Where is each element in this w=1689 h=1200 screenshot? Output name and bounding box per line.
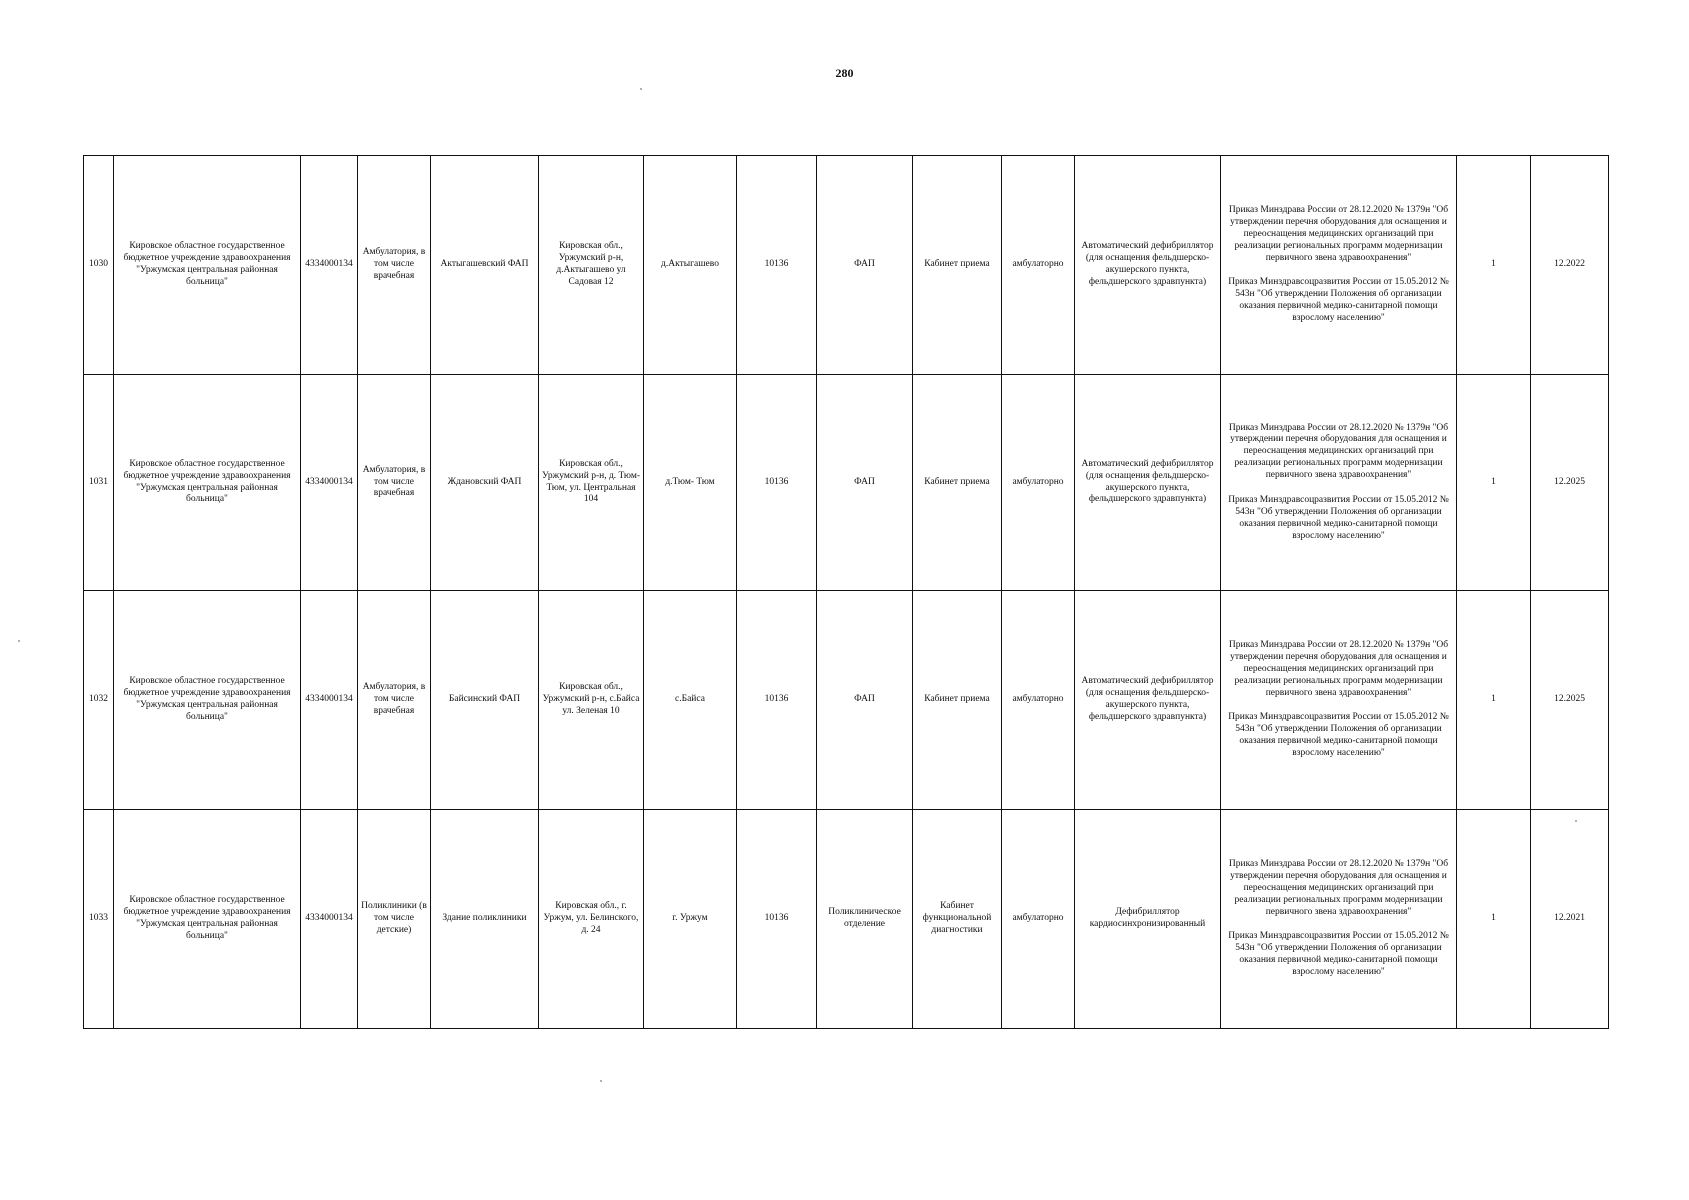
department-cell: ФАП: [817, 156, 913, 375]
quantity-cell: 1: [1457, 156, 1531, 375]
date-cell: 12.2025: [1531, 375, 1609, 591]
regulation-cell: [1221, 591, 1457, 810]
address-cell: Кировская обл., Уржумский р-н, д.Актыгашево ул Садовая 12: [539, 156, 644, 375]
institution-cell: Кировское областное государственное бюджетное учреждение здравоохранения "Уржумская центральная районная больница": [114, 591, 301, 810]
regulation-order-1379n: Приказ Минздрава России от 28.12.2020 № 1379н "Об утверждении перечня оборудования для оснащения и переоснащения медицинских организаций при реализации региональных программ модернизации первичного звена здравоохранения": [1228, 640, 1449, 698]
regulation-order-1379n: Приказ Минздрава России от 28.12.2020 № 1379н "Об утверждении перечня оборудования для оснащения и переоснащения медицинских организаций при реализации региональных программ модернизации первичного звена здравоохранения": [1228, 859, 1449, 917]
room-cell: Кабинет приема: [913, 591, 1002, 810]
settlement-cell: г. Уржум: [644, 810, 737, 1029]
page-number: 280: [835, 66, 854, 80]
code-cell: 10136: [737, 591, 817, 810]
regulation-cell: [1221, 810, 1457, 1029]
date-cell: 12.2025: [1531, 591, 1609, 810]
quantity-cell: 1: [1457, 591, 1531, 810]
quantity-cell: 1: [1457, 375, 1531, 591]
code-cell: 10136: [737, 375, 817, 591]
scan-speck: [640, 88, 642, 90]
table-row: [84, 156, 1609, 375]
regulation-order-543n: Приказ Минздравсоцразвития России от 15.05.2012 № 543н "Об утверждении Положения об организации оказания первичной медико-санитарной помощи взрослому населению": [1228, 277, 1449, 324]
regulation-order-1379n: Приказ Минздрава России от 28.12.2020 № 1379н "Об утверждении перечня оборудования для оснащения и переоснащения медицинских организаций при реализации региональных программ модернизации первичного звена здравоохранения": [1228, 422, 1449, 481]
regulation-cell: [1221, 375, 1457, 591]
facility-type-cell: Поликлиники (в том числе детские): [358, 810, 431, 1029]
facility-type-cell: Амбулатория, в том числе врачебная: [358, 375, 431, 591]
facility-type-cell: Амбулатория, в том числе врачебная: [358, 156, 431, 375]
row-number: 1032: [84, 591, 114, 810]
date-cell: 12.2022: [1531, 156, 1609, 375]
date-cell: 12.2021: [1531, 810, 1609, 1029]
condition-cell: амбулаторно: [1002, 810, 1075, 1029]
equipment-cell: Автоматический дефибриллятор (для оснащения фельдшерско-акушерского пункта, фельдшерского здравпункта): [1075, 375, 1221, 591]
settlement-cell: с.Байса: [644, 591, 737, 810]
facility-name-cell: Здание поликлиники: [431, 810, 539, 1029]
facility-name-cell: Ждановский ФАП: [431, 375, 539, 591]
scan-speck: [1575, 820, 1577, 822]
condition-cell: амбулаторно: [1002, 375, 1075, 591]
equipment-cell: Автоматический дефибриллятор (для оснащения фельдшерско-акушерского пункта, фельдшерского здравпункта): [1075, 591, 1221, 810]
code-cell: 10136: [737, 156, 817, 375]
inn-cell: 4334000134: [301, 375, 358, 591]
regulation-order-1379n: Приказ Минздрава России от 28.12.2020 № 1379н "Об утверждении перечня оборудования для оснащения и переоснащения медицинских организаций при реализации региональных программ модернизации первичного звена здравоохранения": [1228, 205, 1449, 263]
department-cell: ФАП: [817, 591, 913, 810]
institution-cell: Кировское областное государственное бюджетное учреждение здравоохранения "Уржумская центральная районная больница": [114, 810, 301, 1029]
department-cell: ФАП: [817, 375, 913, 591]
regulation-order-543n: Приказ Минздравсоцразвития России от 15.05.2012 № 543н "Об утверждении Положения об организации оказания первичной медико-санитарной помощи взрослому населению": [1228, 494, 1449, 541]
equipment-cell: Дефибриллятор кардиосинхронизированный: [1075, 810, 1221, 1029]
facility-type-cell: Амбулатория, в том числе врачебная: [358, 591, 431, 810]
table-row: [84, 591, 1609, 810]
settlement-cell: д.Актыгашево: [644, 156, 737, 375]
quantity-cell: 1: [1457, 810, 1531, 1029]
equipment-cell: Автоматический дефибриллятор (для оснащения фельдшерско-акушерского пункта, фельдшерского здравпункта): [1075, 156, 1221, 375]
room-cell: Кабинет приема: [913, 375, 1002, 591]
address-cell: Кировская обл., Уржумский р-н, д. Тюм- Тюм, ул. Центральная 104: [539, 375, 644, 591]
facility-name-cell: Байсинский ФАП: [431, 591, 539, 810]
code-cell: 10136: [737, 810, 817, 1029]
institution-cell: Кировское областное государственное бюджетное учреждение здравоохранения "Уржумская центральная районная больница": [114, 156, 301, 375]
inn-cell: 4334000134: [301, 591, 358, 810]
regulation-cell: [1221, 156, 1457, 375]
table-row: [84, 810, 1609, 1029]
address-cell: Кировская обл., Уржумский р-н, с.Байса ул. Зеленая 10: [539, 591, 644, 810]
regulation-order-543n: Приказ Минздравсоцразвития России от 15.05.2012 № 543н "Об утверждении Положения об организации оказания первичной медико-санитарной помощи взрослому населению": [1228, 931, 1449, 978]
equipment-table: [83, 155, 1609, 1029]
condition-cell: амбулаторно: [1002, 156, 1075, 375]
regulation-order-543n: Приказ Минздравсоцразвития России от 15.05.2012 № 543н "Об утверждении Положения об организации оказания первичной медико-санитарной помощи взрослому населению": [1228, 712, 1449, 759]
address-cell: Кировская обл., г. Уржум, ул. Белинского, д. 24: [539, 810, 644, 1029]
scan-speck: [600, 1080, 602, 1082]
institution-cell: Кировское областное государственное бюджетное учреждение здравоохранения "Уржумская центральная районная больница": [114, 375, 301, 591]
room-cell: Кабинет функциональной диагностики: [913, 810, 1002, 1029]
room-cell: Кабинет приема: [913, 156, 1002, 375]
row-number: 1031: [84, 375, 114, 591]
inn-cell: 4334000134: [301, 156, 358, 375]
scan-speck: [18, 640, 20, 642]
row-number: 1033: [84, 810, 114, 1029]
inn-cell: 4334000134: [301, 810, 358, 1029]
row-number: 1030: [84, 156, 114, 375]
facility-name-cell: Актыгашевский ФАП: [431, 156, 539, 375]
condition-cell: амбулаторно: [1002, 591, 1075, 810]
table-row: [84, 375, 1609, 591]
department-cell: Поликлиническое отделение: [817, 810, 913, 1029]
settlement-cell: д.Тюм- Тюм: [644, 375, 737, 591]
